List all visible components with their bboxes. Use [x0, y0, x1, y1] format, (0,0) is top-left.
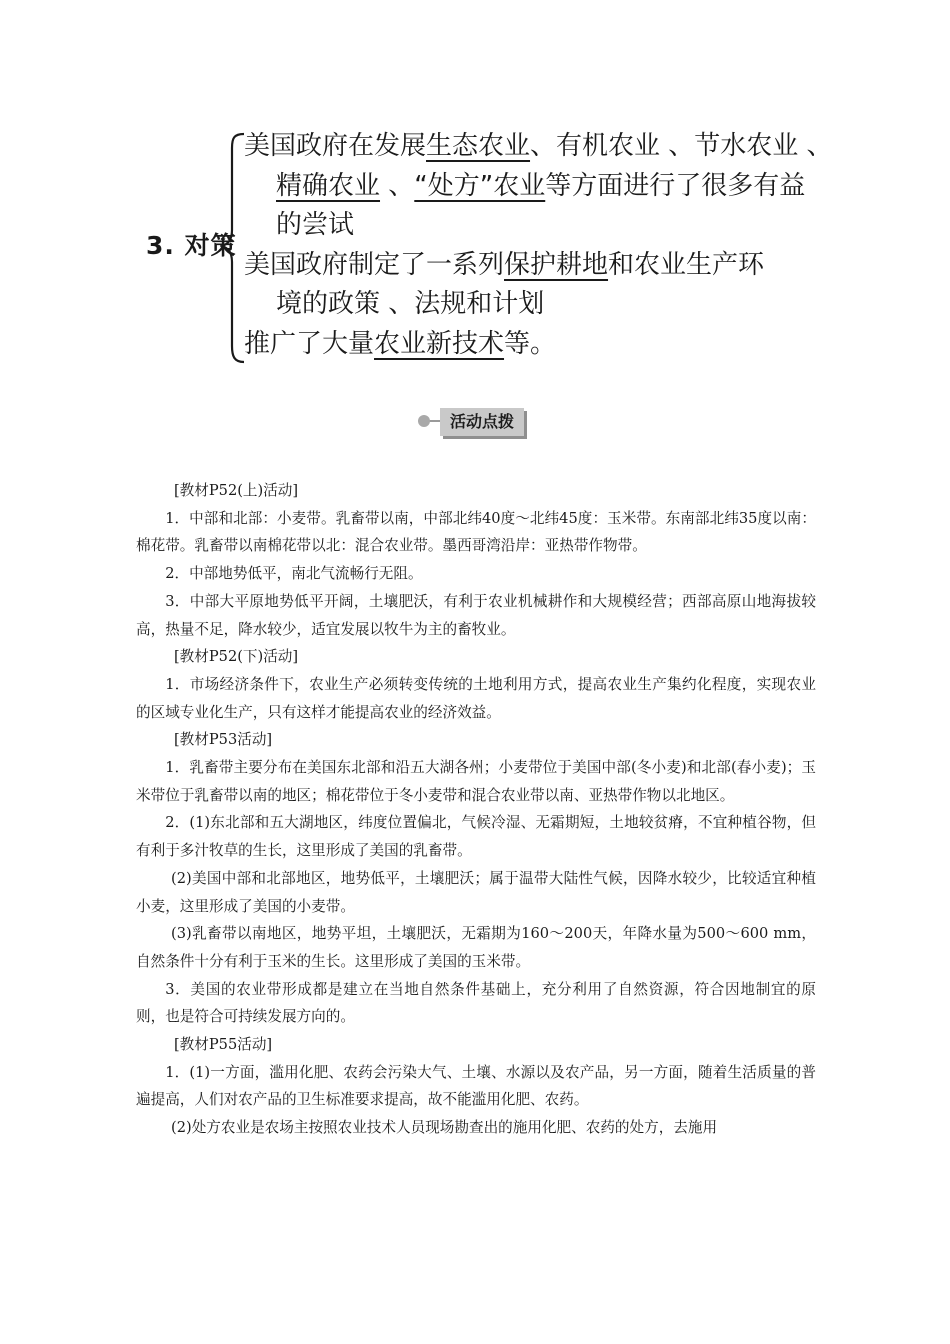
underlined-term: 农业新技术 [374, 329, 505, 359]
paragraph: 1．市场经济条件下，农业生产必须转变传统的土地利用方式，提高农业生产集约化程度，实现农业的区域专业化生产，只有这样才能提高农业的经济效益。 [136, 675, 816, 721]
paragraph: 1．乳畜带主要分布在美国东北部和沿五大湖各州；小麦带位于美国中部(冬小麦)和北部(春小麦)；玉米带位于乳畜带以南的地区；棉花带位于冬小麦带和混合农业带以南、亚热带作物以北地区。 [136, 759, 816, 804]
paragraph: (2)美国中部和北部地区，地势低平，土壤肥沃；属于温带大陆性气候，因降水较少，比较适宜种植小麦，这里形成了美国的小麦带。 [136, 869, 816, 915]
curly-brace-icon [220, 132, 246, 364]
textbook-reference: [教材P53活动] [173, 731, 273, 749]
strategy-line-1: 美国政府在发展生态农业、有机农业 、节水农业 、 [244, 131, 833, 161]
textbook-reference: [教材P52(上)活动] [173, 482, 299, 499]
strategy-line-2: 精确农业 、“处方”农业等方面进行了很多有益 [276, 171, 806, 201]
underlined-term: “处方”农业 [414, 171, 546, 201]
bullet-dot-icon [418, 415, 430, 427]
paragraph: 2．(1)东北部和五大湖地区，纬度位置偏北，气候冷湿、无霜期短，土地较贫瘠，不宜种植谷物，但有利于多汁牧草的生长，这里形成了美国的乳畜带。 [136, 814, 816, 860]
textbook-reference: [教材P55活动] [173, 1036, 273, 1054]
textbook-reference: [教材P52(下)活动] [173, 648, 299, 666]
section-title: 活动点拨 [440, 408, 524, 436]
paragraph: 1．(1)一方面，滥用化肥、农药会污染大气、土壤、水源以及农产品，另一方面，随着生活质量的普遍提高，人们对农产品的卫生标准要求提高，故不能滥用化肥、农药。 [136, 1063, 816, 1109]
strategy-line-3: 的尝试 [276, 210, 355, 240]
strategy-line-5: 境的政策 、法规和计划 [276, 289, 545, 319]
paragraph: 3．美国的农业带形成都是建立在当地自然条件基础上，充分利用了自然资源，符合因地制宜的原则，也是符合可持续发展方向的。 [136, 980, 816, 1026]
paragraph: 2．中部地势低平，南北气流畅行无阻。 [165, 565, 423, 583]
paragraph: (2)处方农业是农场主按照农业技术人员现场勘查出的施用化肥、农药的处方，去施用 [171, 1119, 718, 1137]
strategy-section [0, 0, 950, 380]
paragraph: 1．中部和北部：小麦带。乳畜带以南，中部北纬40度～北纬45度：玉米带。东南部北纬35度以南：棉花带。乳畜带以南棉花带以北：混合农业带。墨西哥湾沿岸：亚热带作物带。 [136, 509, 816, 555]
strategy-label: 3. 对策 [146, 231, 237, 260]
paragraph: (3)乳畜带以南地区，地势平坦，土壤肥沃，无霜期为160～200天，年降水量为500～600 mm，自然条件十分有利于玉米的生长。这里形成了美国的玉米带。 [136, 925, 816, 970]
strategy-line-6: 推广了大量农业新技术等。 [244, 329, 557, 359]
section-header [410, 404, 550, 438]
underlined-term: 保护耕地 [504, 250, 609, 280]
strategy-line-4: 美国政府制定了一系列保护耕地和农业生产环 [244, 250, 765, 280]
activity-notes [136, 477, 816, 1142]
underlined-term: 精确农业 [276, 171, 381, 201]
underlined-term: 生态农业 [426, 131, 531, 161]
paragraph: 3．中部大平原地势低平开阔，土壤肥沃，有利于农业机械耕作和大规模经营；西部高原山地海拔较高，热量不足，降水较少，适宜发展以牧牛为主的畜牧业。 [136, 592, 816, 638]
